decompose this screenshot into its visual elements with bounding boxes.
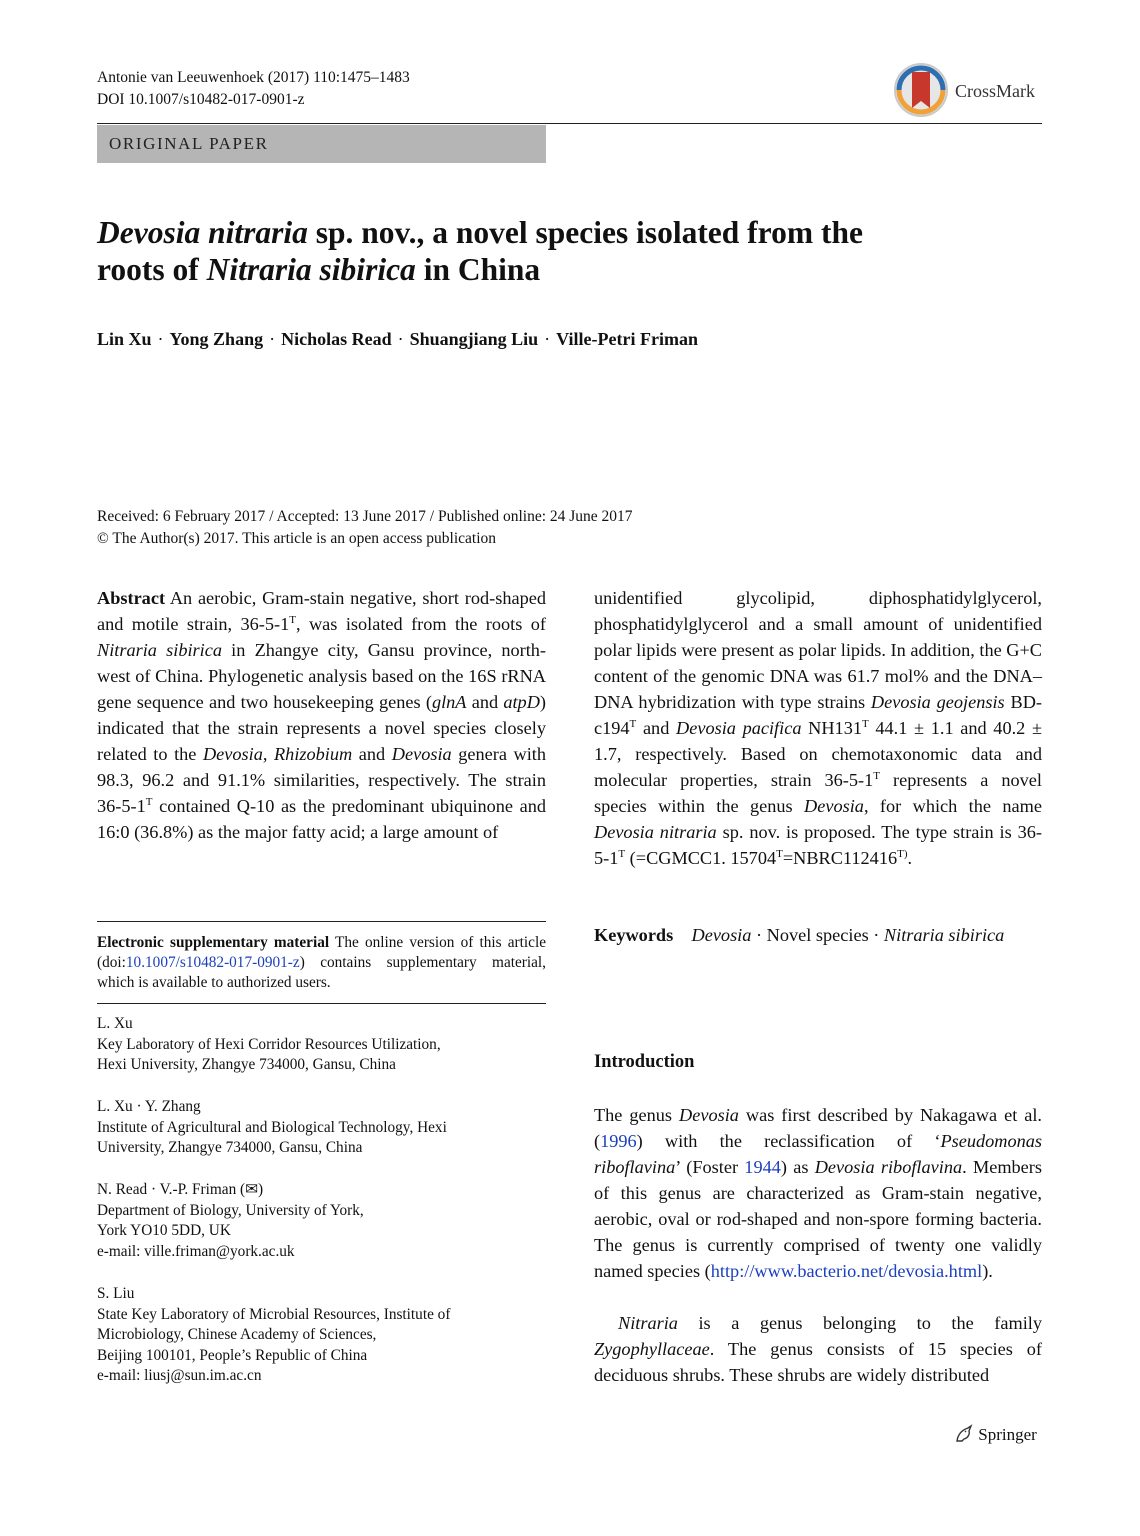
abstract-left-column: Abstract An aerobic, Gram-stain negative, short rod-shaped and motile strain, $36-5-1^T$, was isolated from the roots of Nitraria sibirica in Zhangye city, Gansu province, north-west of China. Phylogenetic analysis based on the 16S rRNA gene sequence and two housekeeping genes (glnA and atpD) indicated that the strain represents a novel species closely related to the Devosia, Rhizobium and Devosia genera with 98.3, 96.2 and 91.1% similarities, respectively. The strain $36-5-1^T$ contained Q-10 as the predominant ubiquinone and 16:0 (36.8%) as the major fatty acid; a large amount of — [97, 588, 547, 842]
introduction-paragraph: The genus Devosia was first described by Nakagawa et al. (1996) with the reclassification of ‘Pseudomonas riboflavina’ (Foster 1944) as Devosia riboflavina. Members of this genus are characterized as Gram-stain negative, aerobic, oval or rod-shaped and non-spore forming bacteria. The genus is currently comprised of twenty one validly named species (http://www.bacterio.net/devosia.html). — [594, 1105, 1043, 1281]
citation-link[interactable]: 1944 — [744, 1157, 781, 1177]
citation-link[interactable]: 1996 — [600, 1131, 637, 1151]
abstract-right-column: unidentified glycolipid, diphosphatidylglycerol, phosphatidylglycerol and a small amount of unidentified polar lipids were present as polar lipids. In addition, the G+C content of the genomic DNA was 61.7 mol% and the DNA–DNA hybridization with type strains Devosia geojensis $BD-c194^T$ and Devosia pacifica $NH131^T$ 44.1 ± 1.1 and 40.2 ± 1.7, respectively. Based on chemotaxonomic data and molecular properties, strain $36-5-1^T$ represents a novel species within the genus Devosia, for which the name Devosia nitraria sp. nov. is proposed. The type strain is $36-5-1^T$ (=CGMCC1. $15704^T=NBRC112416^{T)}$. — [594, 588, 1042, 868]
abstract-label: Abstract — [97, 588, 166, 608]
section-heading-introduction: Introduction — [594, 1052, 695, 1072]
keywords: Keywords Devosia · Novel species · Nitraria sibirica — [594, 925, 1005, 945]
publisher-name: Springer — [978, 1425, 1037, 1444]
crossmark-label: CrossMark — [955, 81, 1035, 101]
bacterio-url-link[interactable]: http://www.bacterio.net/devosia.html — [710, 1261, 983, 1281]
affiliation-block: L. Xu Key Laboratory of Hexi Corridor Resources Utilization, Hexi University, Zhangye 734000, Gansu, China — [97, 1015, 441, 1073]
springer-horse-icon — [954, 1424, 974, 1444]
article-title: Devosia nitraria sp. nov., a novel species isolated from the roots of Nitraria sibirica in China — [97, 215, 863, 287]
header-rule — [97, 123, 1042, 124]
email[interactable]: e-mail: ville.friman@york.ac.uk — [97, 1242, 295, 1260]
author: Ville-Petri Friman — [556, 329, 698, 349]
author: Yong Zhang — [169, 329, 264, 349]
keyword: Devosia — [691, 925, 752, 945]
supplementary-doi-link[interactable]: 10.1007/s10482-017-0901-z — [125, 954, 300, 971]
publisher-logo — [954, 1424, 1037, 1445]
keyword: Novel species — [766, 925, 869, 945]
affiliation-block: S. Liu State Key Laboratory of Microbial Resources, Institute of Microbiology, Chinese Academy of Sciences, Beijing 100101, People’s Republic of China e-mail: liusj@sun.im.ac.cn — [97, 1284, 546, 1387]
keyword: Nitraria sibirica — [883, 925, 1005, 945]
supplementary-material-note: Electronic supplementary material The online version of this article (doi:10.1007/s10482-017-0901-z) contains supplementary material, which is available to authorized users. — [97, 921, 546, 1004]
author: Nicholas Read — [281, 329, 392, 349]
author-list: Lin Xu · Yong Zhang · Nicholas Read · Shuangjiang Liu · Ville-Petri Friman — [97, 329, 698, 349]
journal-citation: Antonie van Leeuwenhoek (2017) 110:1475–1483 — [97, 69, 410, 86]
doi: DOI 10.1007/s10482-017-0901-z — [97, 91, 305, 108]
copyright-notice: © The Author(s) 2017. This article is an open access publication — [97, 530, 497, 547]
author: Lin Xu — [97, 329, 152, 349]
author: Shuangjiang Liu — [409, 329, 539, 349]
crossmark-icon — [893, 62, 953, 118]
crossmark-badge[interactable] — [893, 62, 1048, 118]
affiliation-block: N. Read · V.-P. Friman (✉) Department of Biology, University of York, York YO10 5DD, UK e-mail: ville.friman@york.ac.uk — [97, 1180, 546, 1262]
affiliation-block: L. Xu · Y. Zhang Institute of Agricultural and Biological Technology, Hexi University, Zhangye 734000, Gansu, China — [97, 1098, 447, 1156]
introduction-paragraph: Nitraria is a genus belonging to the family Zygophyllaceae. The genus consists of 15 species of deciduous shrubs. These shrubs are widely distributed — [594, 1313, 1042, 1385]
paper-type-banner: ORIGINAL PAPER — [97, 125, 546, 163]
publication-dates: Received: 6 February 2017 / Accepted: 13 June 2017 / Published online: 24 June 2017 — [97, 508, 633, 525]
email[interactable]: e-mail: liusj@sun.im.ac.cn — [97, 1367, 262, 1384]
